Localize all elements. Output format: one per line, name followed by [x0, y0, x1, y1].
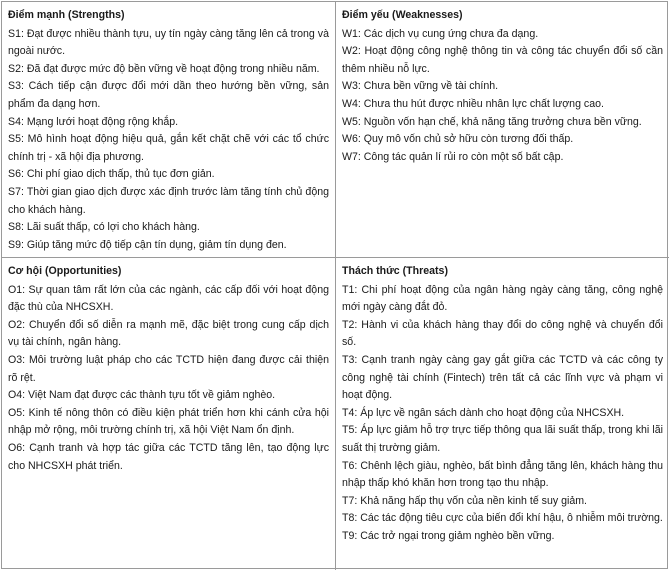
weakness-item: W4: Chưa thu hút được nhiều nhân lực chất lượng cao. [342, 97, 604, 110]
threat-item: T8: Các tác động tiêu cực của biến đổi khí hậu, ô nhiễm môi trường. [342, 512, 663, 525]
strength-item: S9: Giúp tăng mức độ tiếp cận tín dụng, giảm tín dụng đen. [8, 238, 287, 251]
threat-item: T2: Hành vi của khách hàng thay đổi do công nghệ và chuyển đổi số. [342, 318, 663, 349]
weakness-item: W5: Nguồn vốn hạn chế, khả năng tăng trưởng chưa bền vững. [342, 115, 642, 128]
opportunity-item: O5: Kinh tế nông thôn có điều kiện phát triển hơn khi cánh cửa hội nhập mở rộng, môi trường chính trị, xã hội Việt Nam ổn định. [8, 406, 329, 437]
weakness-item: W3: Chưa bền vững về tài chính. [342, 80, 499, 93]
strength-item: S3: Cách tiếp cận được đổi mới dần theo hướng bền vững, sản phẩm đa dạng hơn. [8, 80, 329, 110]
strength-item: S7: Thời gian giao dịch được xác định trước làm tăng tính chủ động cho khách hàng. [8, 185, 329, 216]
threats-list [342, 282, 663, 546]
threat-item: T3: Cạnh tranh ngày càng gay gắt giữa các TCTD và các công ty công nghệ tài chính (Fintech) trên tất cả các lĩnh vực và phạm vi hoạt động. [342, 353, 663, 402]
threat-item: T7: Khả năng hấp thụ vốn của nền kinh tế suy giảm. [342, 494, 587, 507]
weakness-item: W1: Các dịch vụ cung ứng chưa đa dạng. [342, 27, 539, 40]
threat-item: T4: Áp lực về ngân sách dành cho hoạt động của NHCSXH. [342, 406, 625, 419]
strength-item: S4: Mạng lưới hoạt động rộng khắp. [8, 115, 179, 128]
opportunity-item: O3: Môi trường luật pháp cho các TCTD hiện đang được cải thiện rõ rệt. [8, 353, 329, 384]
threats-title: Thách thức (Threats) [342, 265, 448, 277]
weaknesses-title: Điểm yếu (Weaknesses) [342, 9, 463, 21]
opportunity-item: O4: Việt Nam đạt được các thành tựu tốt về giảm nghèo. [8, 389, 276, 402]
strength-item: S1: Đạt được nhiều thành tựu, uy tín ngày càng tăng lên cả trong và ngoài nước. [8, 27, 329, 58]
threats-cell [336, 258, 669, 570]
opportunity-item: O1: Sự quan tâm rất lớn của các ngành, các cấp đối với hoạt động đặc thù của NHCSXH. [8, 283, 329, 314]
strength-item: S2: Đã đạt được mức độ bền vững về hoạt động trong nhiều năm. [8, 62, 320, 75]
strength-item: S5: Mô hình hoạt động hiệu quả, gắn kết chặt chẽ với các tổ chức chính trị - xã hội địa phương. [8, 133, 329, 163]
opportunities-list [8, 282, 329, 476]
threat-item: T6: Chênh lệch giàu, nghèo, bất bình đẳng tăng lên, khách hàng thu nhập thấp khó khăn hơn trong tạo thu nhập. [342, 459, 663, 490]
weaknesses-cell [336, 2, 669, 258]
opportunities-title: Cơ hội (Opportunities) [8, 265, 122, 277]
strengths-cell [2, 2, 336, 258]
strengths-list [8, 26, 329, 255]
threat-item: T1: Chi phí hoạt động của ngân hàng ngày càng tăng, công nghệ mới ngày càng đắt đỏ. [342, 283, 663, 314]
threat-item: T9: Các trở ngại trong giảm nghèo bền vững. [342, 529, 555, 542]
weaknesses-list [342, 26, 663, 167]
opportunity-item: O6: Cạnh tranh và hợp tác giữa các TCTD tăng lên, tạo động lực cho NHCSXH phát triển. [8, 441, 329, 472]
opportunity-item: O2: Chuyển đổi số diễn ra mạnh mẽ, đặc biệt trong cung cấp dịch vụ tài chính, ngân hàng. [8, 318, 329, 349]
strengths-title: Điểm mạnh (Strengths) [8, 9, 125, 21]
swot-table [1, 1, 668, 569]
strength-item: S8: Lãi suất thấp, có lợi cho khách hàng. [8, 221, 200, 234]
weakness-item: W2: Hoạt động công nghệ thông tin và công tác chuyển đổi số cần thêm nhiều nỗ lực. [342, 45, 663, 75]
strength-item: S6: Chi phí giao dịch thấp, thủ tục đơn giản. [8, 168, 215, 181]
opportunities-cell [2, 258, 336, 570]
weakness-item: W7: Công tác quản lí rủi ro còn một số bất cập. [342, 150, 564, 163]
threat-item: T5: Áp lực giảm hỗ trợ trực tiếp thông qua lãi suất thấp, trong khi lãi suất thị trường giảm. [342, 424, 663, 454]
weakness-item: W6: Quy mô vốn chủ sở hữu còn tương đối thấp. [342, 133, 574, 146]
